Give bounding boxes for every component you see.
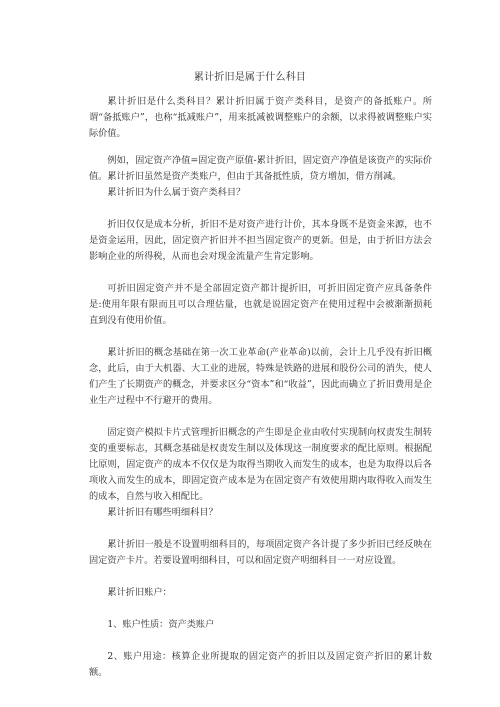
paragraph-12: 2、账户用途：核算企业所提取的固定资产的折旧以及固定资产折旧的累计数额。: [89, 651, 432, 678]
paragraph-5: 可折旧固定资产并不是全部固定资产都计提折旧，可折旧固定资产应具备条件是:使用年限有限而且可以合理估量，也就是说固定资产在使用过程中会被渐渐损耗直到没有使用价值。: [89, 283, 432, 326]
paragraph-11: 1、账户性质：资产类账户: [107, 619, 215, 630]
paragraph-9: 累计折旧一般是不设置明细科目的，每项固定资产各计提了多少折旧已经反映在固定资产卡片。若要设置明细科目，可以和固定资产明细科目一一对应设置。: [89, 539, 432, 566]
paragraph-8-heading: 累计折旧有哪些明细科目？: [107, 507, 218, 518]
paragraph-3-heading: 累计折旧为什么属于资产类科目？: [107, 187, 246, 198]
paragraph-2: 例如，固定资产净值=固定资产原值-累计折旧，固定资产净值是该资产的实际价值。累计折旧虽然是资产类账户，但由于其备抵性质，贷方增加，借方削减。: [89, 155, 432, 182]
paragraph-10: 累计折旧账户：: [107, 587, 172, 598]
paragraph-4: 折旧仅仅是成本分析，折旧不是对资产进行计价，其本身既不是资金来源，也不是资金运用，因此，固定资产折旧并不担当固定资产的更新。但是，由于折旧方法会影响企业的所得税，从而也会对现金流量产生肯定影响。: [89, 219, 432, 262]
paragraph-7: 固定资产模拟卡片式管理折旧概念的产生即是企业由收付实现制向权责发生制转变的重要标志，其概念基础是权责发生制以及体现这一制度要求的配比原则。根据配比原则，固定资产的成本不仅仅是为取得当期收入而发生的成本，也是为取得以后各项收入而发生的成本，即固定资产成本是为在固定资产有效使用期内取得收入而发生的成本，自然与收入相配比。: [89, 427, 432, 502]
document-title: 累计折旧是属于什么科目: [193, 72, 307, 83]
paragraph-1: 累计折旧是什么类科目？累计折旧属于资产类科目，是资产的备抵账户。所谓“备抵账户”，也称“抵减账户”，用来抵减被调整账户的余额，以求得被调整账户实际价值。: [89, 96, 432, 139]
document-body: [89, 94, 432, 681]
paragraph-6: 累计折旧的概念基础在第一次工业革命(产业革命)以前，会计上几乎没有折旧概念，此后，由于大机器、大工业的进展，特殊是铁路的进展和股份公司的消失，使人们产生了长期资产的概念，并要求区分“资本”和“收益”，因此而确立了折旧费用是企业生产过程中不行避开的费用。: [89, 347, 432, 406]
